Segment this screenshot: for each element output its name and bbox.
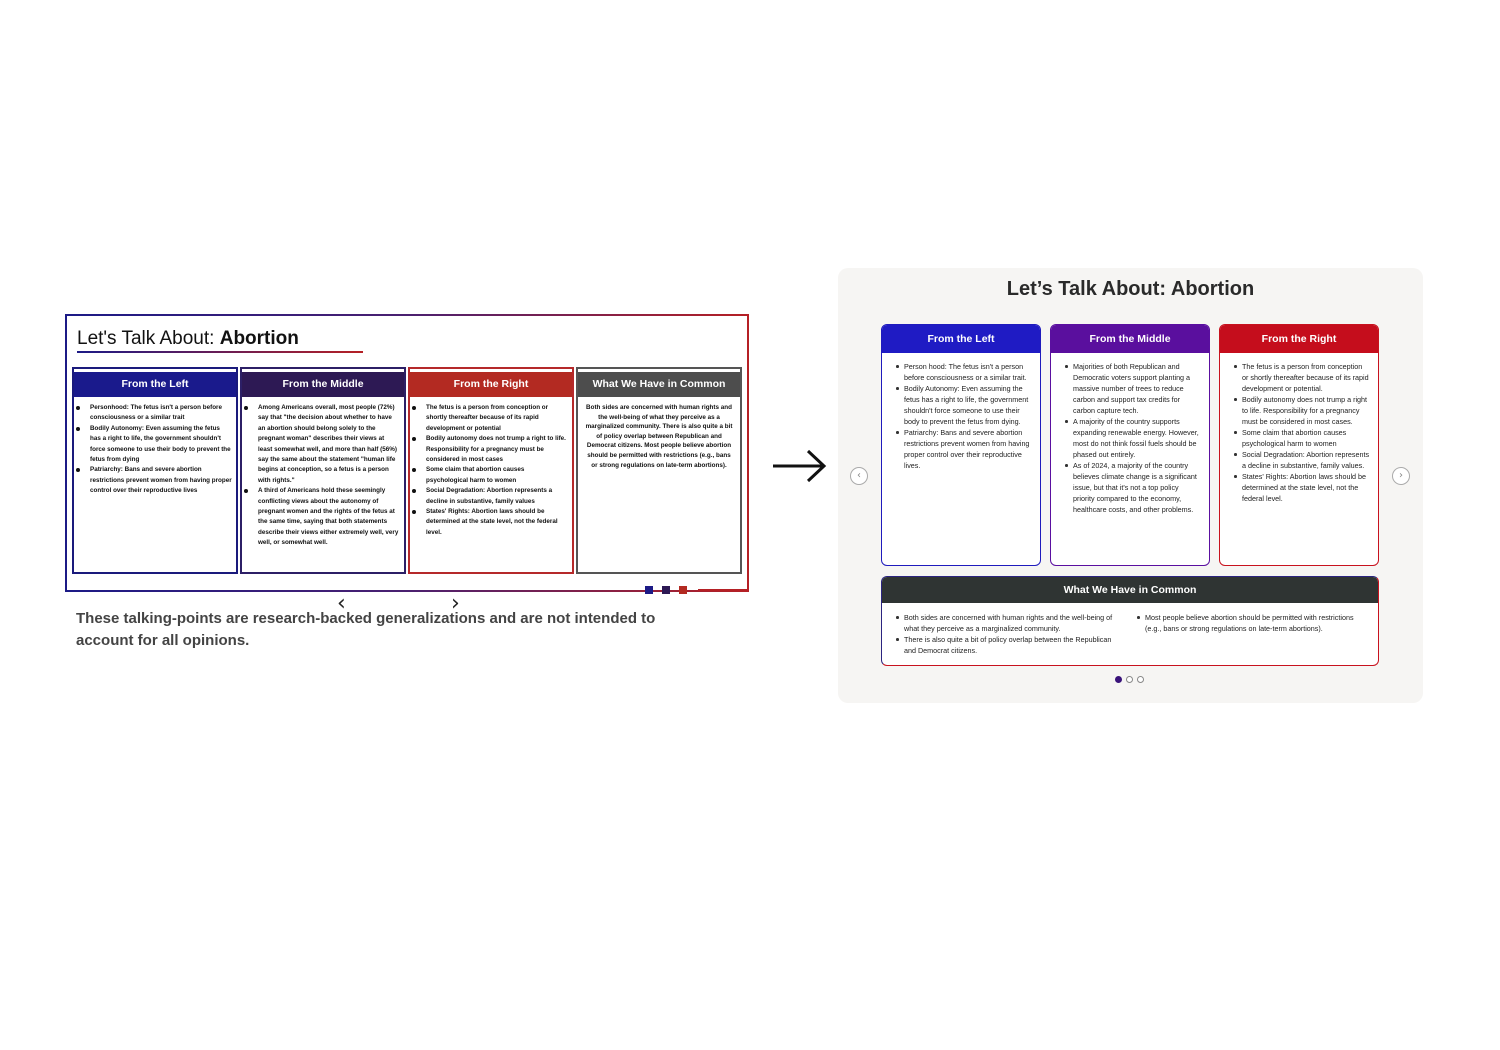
list-item: As of 2024, a majority of the country believes climate change is a significant issue, but that it's not a top policy priority compared to the economy, healthcare costs, and other problems. bbox=[1073, 460, 1201, 515]
column-header: What We Have in Common bbox=[578, 372, 740, 397]
pagination-dot-2[interactable] bbox=[1126, 676, 1133, 683]
decorative-line bbox=[698, 589, 749, 591]
before-page-title bbox=[77, 328, 299, 350]
list-item: Bodily Autonomy: Even assuming the fetus has a right to life, the government shouldn't force someone to use their body to prevent the fetus from dying bbox=[90, 424, 232, 466]
pagination-dot-1[interactable] bbox=[1115, 676, 1122, 683]
list-item: Bodily Autonomy: Even assuming the fetus has a right to life, the government shouldn't force someone to use their body to prevent the fetus from dying. bbox=[904, 383, 1032, 427]
list-item: Social Degradation: Abortion represents a decline in substantive, family values bbox=[426, 486, 568, 507]
page-title: Let’s Talk About: Abortion bbox=[1006, 278, 1255, 300]
disclaimer-caption: These talking-points are research-backed generalizations and are not intended to account for all opinions. bbox=[76, 610, 656, 649]
list-item: Majorities of both Republican and Democratic voters support planting a massive number of trees to reduce carbon and support tax credits for carbon capture tech. bbox=[1073, 361, 1201, 416]
column-header: From the Left bbox=[74, 372, 236, 397]
chevron-left-icon[interactable]: ‹ bbox=[850, 467, 868, 485]
chevron-right-icon[interactable]: › bbox=[451, 591, 460, 616]
list-item: States' Rights: Abortion laws should be determined at the state level, not the federal level. bbox=[1242, 471, 1370, 504]
before-title-topic: Abortion bbox=[219, 328, 299, 349]
list-item: Among Americans overall, most people (72%) say that "the decision about whether to have an abortion should belong solely to the pregnant woman" describes their views at least somewhat well, and more than half (56%) say the same about the statement "human life begins at conception, so a fetus is a person with rights." bbox=[258, 403, 400, 486]
card-common-ground bbox=[881, 576, 1379, 666]
common-text: Both sides are concerned with human rights and the well-being of what they perceive as a marginalized community. There is also quite a bit of policy overlap between Republican and Democrat citizens. Most people believe abortion should be permitted with restrictions (e.g., bans or strong regulations on late-term abortions). bbox=[585, 404, 733, 469]
list-item: A third of Americans hold these seemingly conflicting views about the autonomy of pregnant women and the rights of the fetus at the same time, saying that both statements describe their views either extremely well, very well, or somewhat well. bbox=[258, 486, 400, 548]
bullet-list bbox=[74, 403, 236, 497]
card-header: From the Middle bbox=[1051, 325, 1209, 353]
card-header: From the Left bbox=[882, 325, 1040, 353]
bullet-list bbox=[882, 612, 1123, 656]
before-column-middle bbox=[240, 367, 406, 574]
bullet-list bbox=[242, 403, 404, 549]
bullet-list bbox=[410, 403, 572, 538]
card-header: What We Have in Common bbox=[882, 577, 1378, 603]
list-item: Patriarchy: Bans and severe abortion restrictions prevent women from having proper control over their reproductive lives. bbox=[904, 427, 1032, 471]
arrow-right-icon bbox=[772, 446, 828, 486]
card-header: From the Right bbox=[1220, 325, 1378, 353]
before-title-prefix: Let's Talk About: bbox=[77, 328, 220, 349]
list-item: Some claim that abortion causes psychological harm to women bbox=[1242, 427, 1370, 449]
bullet-list bbox=[882, 361, 1040, 471]
title-underline bbox=[77, 351, 363, 353]
before-mockup bbox=[65, 314, 749, 616]
list-item: States' Rights: Abortion laws should be determined at the state level, not the federal level. bbox=[426, 507, 568, 538]
column-header: From the Right bbox=[410, 372, 572, 397]
bullet-list bbox=[1051, 361, 1209, 515]
color-square bbox=[645, 586, 653, 594]
list-item: Both sides are concerned with human rights and the well-being of what they perceive as a marginalized community. bbox=[904, 612, 1117, 634]
list-item: A majority of the country supports expanding renewable energy. However, most do not think fossil fuels should be phased out entirely. bbox=[1073, 416, 1201, 460]
list-item: Personhood: The fetus isn't a person before consciousness or a similar trait bbox=[90, 403, 232, 424]
color-square bbox=[679, 586, 687, 594]
list-item: Most people believe abortion should be permitted with restrictions (e.g., bans or strong regulations on late-term abortions). bbox=[1145, 612, 1358, 634]
list-item: Person hood: The fetus isn't a person before consciousness or a similar trait. bbox=[904, 361, 1032, 383]
column-header: From the Middle bbox=[242, 372, 404, 397]
after-mockup bbox=[838, 268, 1423, 703]
color-square bbox=[662, 586, 670, 594]
chevron-right-icon[interactable]: › bbox=[1392, 467, 1410, 485]
card-from-the-right bbox=[1219, 324, 1379, 566]
pagination-dot-3[interactable] bbox=[1137, 676, 1144, 683]
common-columns bbox=[882, 603, 1378, 656]
chevron-left-icon[interactable]: ‹ bbox=[337, 591, 346, 616]
bullet-list bbox=[1220, 361, 1378, 504]
bullet-list bbox=[1123, 612, 1364, 656]
list-item: Bodily autonomy does not trump a right to life. Responsibility for a pregnancy must be considered in most cases bbox=[426, 434, 568, 465]
list-item: Patriarchy: Bans and severe abortion restrictions prevent women from having proper control over their reproductive lives bbox=[90, 465, 232, 496]
list-item: Some claim that abortion causes psychological harm to women bbox=[426, 465, 568, 486]
list-item: Social Degradation: Abortion represents a decline in substantive, family values. bbox=[1242, 450, 1370, 470]
before-column-left bbox=[72, 367, 238, 574]
card-from-the-left bbox=[881, 324, 1041, 566]
list-item: The fetus is a person from conception or shortly thereafter because of its rapid development or potential. bbox=[1242, 362, 1369, 393]
list-item: There is also quite a bit of policy overlap between the Republican and Democrat citizens. bbox=[904, 634, 1117, 656]
before-column-common bbox=[576, 367, 742, 574]
list-item: The fetus is a person from conception or shortly thereafter because of its rapid development or potential bbox=[426, 403, 568, 434]
list-item: Bodily autonomy does not trump a right to life. Responsibility for a pregnancy must be considered in most cases. bbox=[1242, 394, 1370, 427]
card-from-the-middle bbox=[1050, 324, 1210, 566]
before-column-right bbox=[408, 367, 574, 574]
